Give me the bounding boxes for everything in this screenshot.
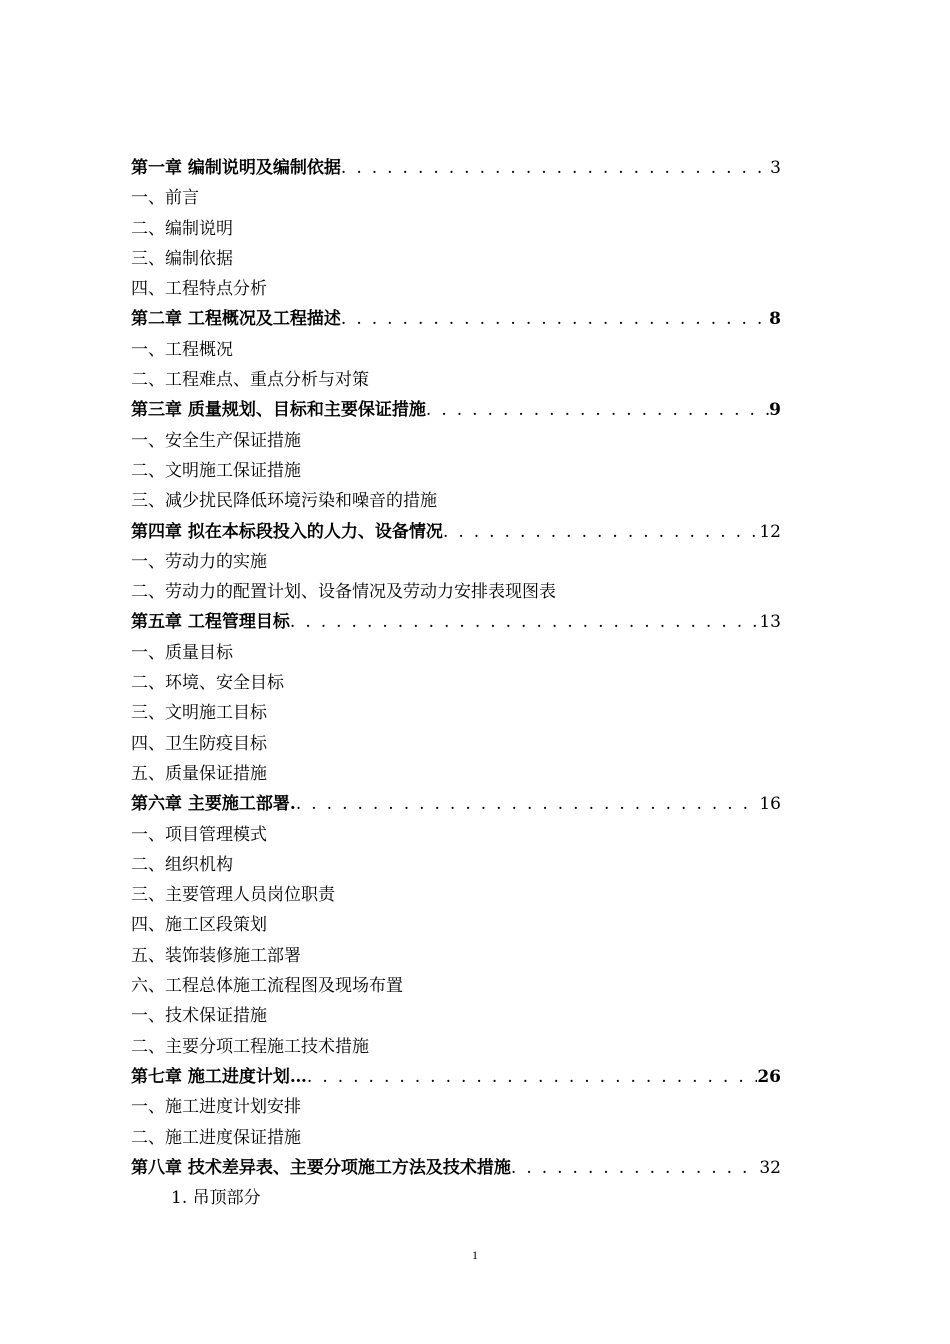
toc-section-entry[interactable] <box>131 183 781 213</box>
toc-entry-title: 一、前言 <box>131 188 199 209</box>
toc-entry-title: 第一章 编制说明及编制依据 <box>131 158 341 178</box>
dot-leader <box>443 517 759 547</box>
toc-section-entry[interactable] <box>131 1123 781 1153</box>
toc-section-entry[interactable] <box>131 456 781 486</box>
dot-leader <box>341 153 770 183</box>
toc-section-entry[interactable] <box>131 486 781 516</box>
toc-entry-title: 第二章 工程概况及工程描述 <box>131 309 341 330</box>
toc-entry-title: 第八章 技术差异表、主要分项施工方法及技术措施 <box>131 1157 511 1178</box>
dot-leader <box>426 395 769 425</box>
toc-entry-title: 二、编制说明 <box>131 218 233 239</box>
toc-entry-title: 第三章 质量规划、目标和主要保证措施 <box>131 400 426 421</box>
toc-page-number: 3 <box>770 158 781 178</box>
toc-entry-title: 四、施工区段策划 <box>131 915 267 936</box>
toc-section-entry[interactable] <box>131 274 781 304</box>
dot-leader <box>296 789 760 819</box>
toc-chapter-entry[interactable] <box>131 395 781 425</box>
toc-entry-title: 六、工程总体施工流程图及现场布置 <box>131 976 403 997</box>
toc-entry-title: 二、施工进度保证措施 <box>131 1127 301 1148</box>
toc-section-entry[interactable] <box>131 1001 781 1031</box>
toc-page-number: 16 <box>759 794 781 815</box>
toc-section-entry[interactable] <box>131 880 781 910</box>
dot-leader <box>511 1153 759 1183</box>
toc-entry-title: 二、文明施工保证措施 <box>131 460 301 481</box>
table-of-contents <box>131 153 781 1213</box>
toc-section-entry[interactable] <box>131 1032 781 1062</box>
toc-entry-title: 一、项目管理模式 <box>131 824 267 845</box>
toc-entry-title: 四、工程特点分析 <box>131 279 267 300</box>
toc-section-entry[interactable] <box>131 759 781 789</box>
toc-entry-title: 三、减少扰民降低环境污染和噪音的措施 <box>131 491 437 512</box>
dot-leader <box>290 607 759 637</box>
toc-entry-title: 第七章 施工进度计划… <box>131 1066 307 1087</box>
toc-entry-title: 五、装饰装修施工部署 <box>131 945 301 966</box>
toc-section-entry[interactable] <box>131 244 781 274</box>
toc-page-number: 13 <box>759 612 781 633</box>
toc-section-entry[interactable] <box>131 577 781 607</box>
toc-page-number: 8 <box>769 309 781 330</box>
toc-section-entry[interactable] <box>131 547 781 577</box>
toc-section-entry[interactable] <box>131 214 781 244</box>
toc-entry-title: 1. 吊顶部分 <box>171 1188 261 1209</box>
toc-entry-title: 五、质量保证措施 <box>131 763 267 784</box>
toc-chapter-entry[interactable] <box>131 153 781 183</box>
toc-chapter-entry[interactable] <box>131 517 781 547</box>
toc-entry-title: 二、环境、安全目标 <box>131 673 284 694</box>
toc-entry-title: 第四章 拟在本标段投入的人力、设备情况 <box>131 521 443 542</box>
toc-section-entry[interactable] <box>131 335 781 365</box>
toc-page-number: 12 <box>759 521 781 542</box>
toc-chapter-entry[interactable] <box>131 304 781 334</box>
toc-section-entry[interactable] <box>131 668 781 698</box>
dot-leader <box>341 304 769 334</box>
toc-entry-title: 一、工程概况 <box>131 339 233 360</box>
toc-entry-title: 二、劳动力的配置计划、设备情况及劳动力安排表现图表 <box>131 582 556 603</box>
page-number-footer: 1 <box>472 1248 478 1262</box>
toc-section-entry[interactable] <box>131 820 781 850</box>
toc-section-entry[interactable] <box>131 850 781 880</box>
toc-chapter-entry[interactable] <box>131 607 781 637</box>
toc-entry-title: 三、主要管理人员岗位职责 <box>131 885 335 906</box>
toc-chapter-entry[interactable] <box>131 789 781 819</box>
toc-page-number: 26 <box>757 1066 781 1087</box>
toc-section-entry[interactable] <box>131 426 781 456</box>
toc-entry-title: 三、编制依据 <box>131 248 233 269</box>
toc-entry-title: 二、主要分项工程施工技术措施 <box>131 1036 369 1057</box>
toc-entry-title: 三、文明施工目标 <box>131 703 267 724</box>
toc-section-entry[interactable] <box>131 1183 781 1213</box>
toc-entry-title: 第五章 工程管理目标 <box>131 612 290 633</box>
toc-chapter-entry[interactable] <box>131 1062 781 1092</box>
toc-section-entry[interactable] <box>131 698 781 728</box>
toc-entry-title: 一、安全生产保证措施 <box>131 430 301 451</box>
toc-entry-title: 一、质量目标 <box>131 642 233 663</box>
toc-entry-title: 二、组织机构 <box>131 854 233 875</box>
toc-page-number: 32 <box>759 1157 781 1178</box>
toc-entry-title: 一、劳动力的实施 <box>131 551 267 572</box>
toc-section-entry[interactable] <box>131 971 781 1001</box>
toc-entry-title: 二、工程难点、重点分析与对策 <box>131 370 369 391</box>
toc-section-entry[interactable] <box>131 729 781 759</box>
toc-page-number: 9 <box>769 400 781 421</box>
toc-section-entry[interactable] <box>131 365 781 395</box>
toc-section-entry[interactable] <box>131 1092 781 1122</box>
toc-chapter-entry[interactable] <box>131 1153 781 1183</box>
toc-entry-title: 第六章 主要施工部署. <box>131 794 296 815</box>
toc-entry-title: 一、技术保证措施 <box>131 1006 267 1027</box>
dot-leader <box>307 1062 757 1092</box>
toc-section-entry[interactable] <box>131 638 781 668</box>
toc-entry-title: 四、卫生防疫目标 <box>131 733 267 754</box>
toc-entry-title: 一、施工进度计划安排 <box>131 1097 301 1118</box>
toc-section-entry[interactable] <box>131 941 781 971</box>
toc-section-entry[interactable] <box>131 910 781 940</box>
